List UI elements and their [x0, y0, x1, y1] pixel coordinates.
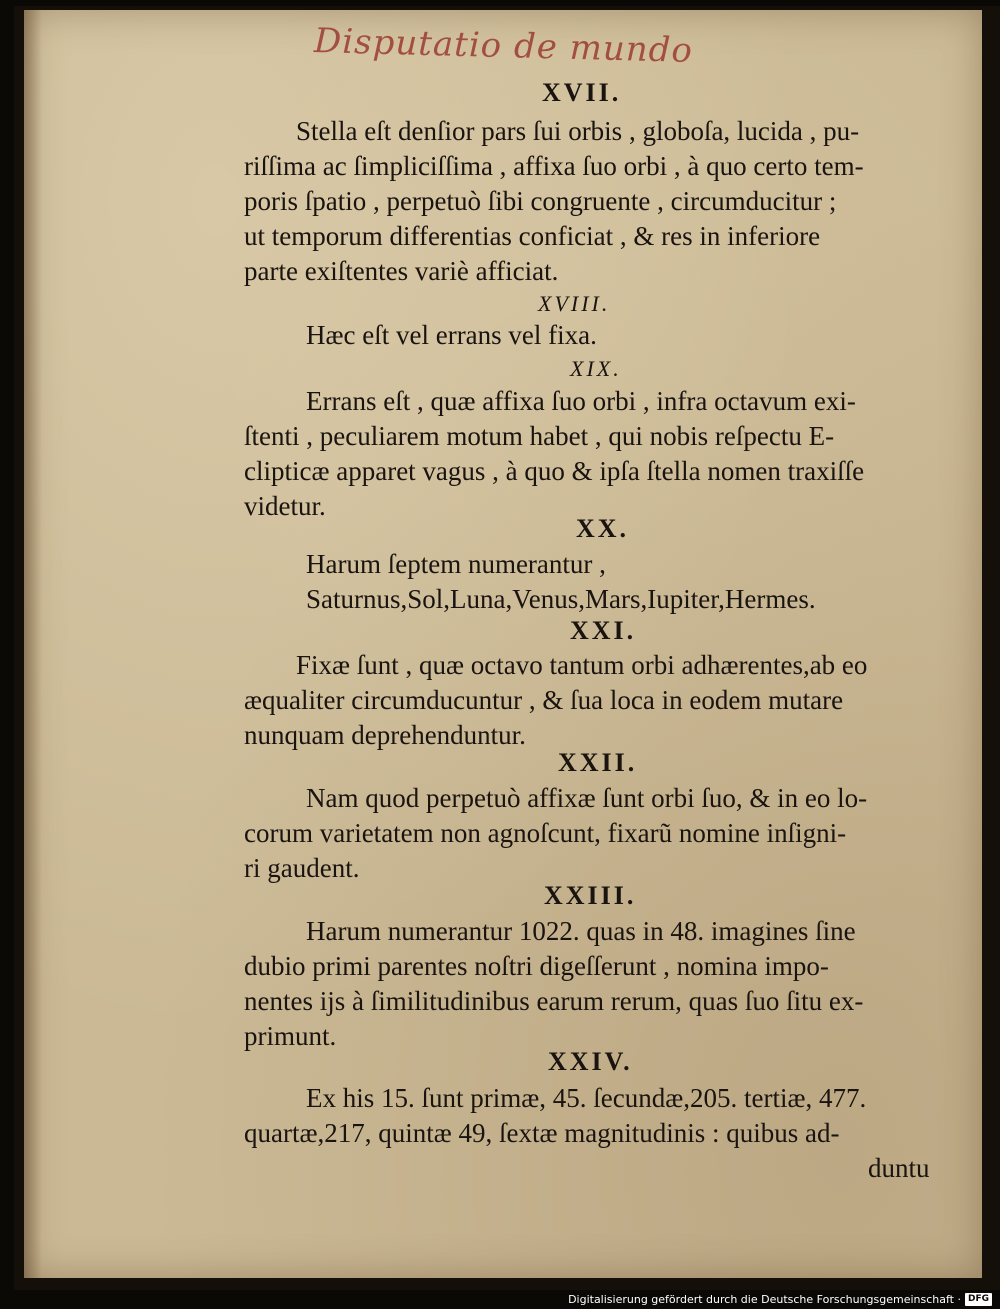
text-line: Harum ſeptem numerantur ,	[306, 549, 606, 579]
text-line: Harum numerantur 1022. quas in 48. imagines ſine	[306, 916, 856, 946]
text-line: æqualiter circumducuntur , & ſua loca in eodem mutare	[244, 685, 844, 715]
text-line: Ex his 15. ſunt primæ, 45. ſecundæ,205. tertiæ, 477.	[306, 1083, 867, 1113]
text-line: primunt.	[244, 1021, 337, 1051]
page-text	[24, 10, 982, 1278]
text-line: quartæ,217, quintæ 49, ſextæ magnitudinis : quibus ad-	[244, 1118, 840, 1148]
section-numeral: XXIII.	[544, 881, 637, 910]
section-numeral: XXIV.	[548, 1047, 633, 1076]
footer-credit: Digitalisierung gefördert durch die Deutsche Forschungsgemeinschaft ·	[568, 1292, 961, 1306]
section-numeral: XX.	[576, 514, 630, 543]
text-line: riſſima ac ſimpliciſſima , affixa ſuo orbi , à quo certo tem-	[244, 151, 864, 181]
text-line: Saturnus,Sol,Luna,Venus,Mars,Iupiter,Hermes.	[306, 584, 816, 614]
section-numeral: XXII.	[558, 748, 638, 777]
catchword: duntu	[868, 1153, 930, 1183]
text-line: ut temporum differentias conficiat , & res in inferiore	[244, 221, 821, 251]
text-line: ri gaudent.	[244, 853, 360, 883]
section-numeral: XVIII.	[538, 291, 611, 316]
section-numeral: XVII.	[542, 78, 622, 107]
handwritten-annotation: Disputatio de mundo	[313, 21, 694, 71]
text-line: ſtenti , peculiarem motum habet , qui nobis reſpectu E-	[244, 421, 835, 451]
text-line: Nam quod perpetuò affixæ ſunt orbi ſuo, & in eo lo-	[306, 783, 868, 813]
text-line: nunquam deprehenduntur.	[244, 720, 526, 750]
text-line: dubio primi parentes noſtri digeſſerunt , nomina impo-	[244, 951, 829, 981]
text-line: poris ſpatio , perpetuò ſibi congruente , circumducitur ;	[244, 186, 837, 216]
text-line: Errans eſt , quæ affixa ſuo orbi , infra octavum exi-	[306, 386, 856, 416]
book-page	[24, 10, 982, 1278]
text-line: videtur.	[244, 491, 326, 521]
text-line: parte exiſtentes variè afficiat.	[244, 256, 559, 286]
text-line: Hæc eſt vel errans vel fixa.	[306, 320, 597, 350]
section-numeral: XIX.	[570, 356, 622, 381]
text-line: corum varietatem non agnoſcunt, fixarũ nomine inſigni-	[244, 818, 847, 848]
text-line: Fixæ ſunt , quæ octavo tantum orbi adhærentes,ab eo	[296, 650, 868, 680]
dfg-logo: DFG	[965, 1293, 992, 1306]
section-numeral: XXI.	[570, 616, 637, 645]
text-line: clipticæ apparet vagus , à quo & ipſa ſtella nomen traxiſſe	[244, 456, 865, 486]
text-line: nentes ijs à ſimilitudinibus earum rerum, quas ſuo ſitu ex-	[244, 986, 864, 1016]
text-line: Stella eſt denſior pars ſui orbis , globoſa, lucida , pu-	[296, 116, 860, 146]
digitization-footer	[568, 1291, 992, 1307]
